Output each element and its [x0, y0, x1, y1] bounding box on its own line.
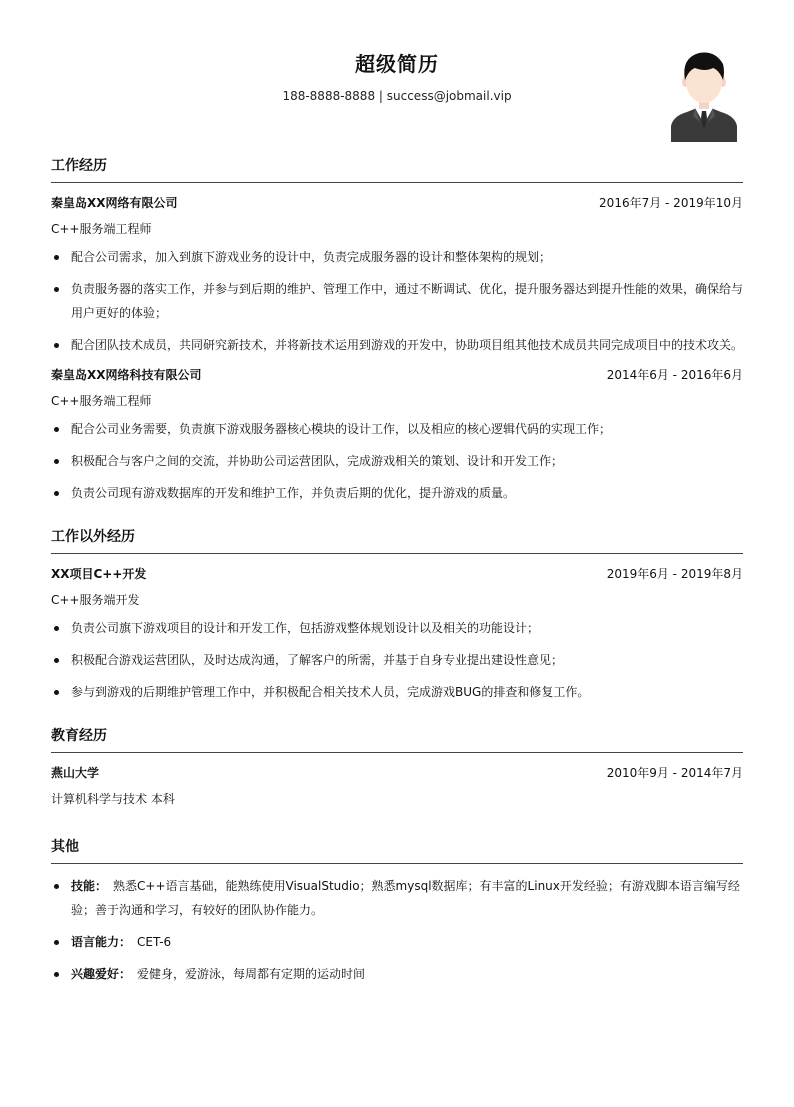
entry	[51, 193, 743, 357]
contact-info: 188-8888-8888 | success@jobmail.vip	[282, 89, 512, 103]
entry-org: 秦皇岛XX网络有限公司	[51, 196, 178, 210]
item-label: 兴趣爱好：	[71, 967, 132, 981]
bullet-list	[51, 245, 743, 357]
entry-role: C++服务端工程师	[51, 394, 152, 408]
section-title: 教育经历	[51, 726, 743, 753]
entry-role: 计算机科学与技术 本科	[51, 792, 175, 806]
list-item: 负责公司现有游戏数据库的开发和维护工作，并负责后期的优化，提升游戏的质量。	[51, 481, 743, 505]
entry-date: 2014年6月 - 2016年6月	[606, 368, 743, 382]
entry-role: C++服务端开发	[51, 593, 140, 607]
section-title: 其他	[51, 837, 743, 864]
entry-role: C++服务端工程师	[51, 222, 152, 236]
entry-date: 2019年6月 - 2019年8月	[606, 567, 743, 581]
list-item: 配合公司业务需要，负责旗下游戏服务器核心模块的设计工作，以及相应的核心逻辑代码的实现工作；	[51, 417, 743, 441]
entry-date: 2010年9月 - 2014年7月	[606, 766, 743, 780]
list-item: 负责公司旗下游戏项目的设计和开发工作，包括游戏整体规划设计以及相关的功能设计；	[51, 616, 743, 640]
list-item: 配合团队技术成员，共同研究新技术，并将新技术运用到游戏的开发中，协助项目组其他技术成员共同完成项目中的技术攻关。	[51, 333, 743, 357]
entry	[51, 564, 743, 704]
item-text: 熟悉C++语言基础，能熟练使用VisualStudio；熟悉mysql数据库；有丰富的Linux开发经验；有游戏脚本语言编写经验；善于沟通和学习，有较好的团队协作能力。	[71, 879, 740, 917]
list-item: 参与到游戏的后期维护管理工作中，并积极配合相关技术人员，完成游戏BUG的排查和修复工作。	[51, 680, 743, 704]
list-item	[51, 962, 743, 986]
section-title: 工作以外经历	[51, 527, 743, 554]
entry	[51, 365, 743, 505]
resume-header	[51, 0, 743, 150]
item-text: 爱健身，爱游泳，每周都有定期的运动时间	[137, 967, 366, 981]
section-education	[51, 726, 743, 809]
section-title: 工作经历	[51, 156, 743, 183]
item-text: CET-6	[137, 935, 172, 949]
item-label: 语言能力：	[71, 935, 132, 949]
entry-date: 2016年7月 - 2019年10月	[599, 196, 743, 210]
item-label: 技能：	[71, 879, 108, 893]
avatar	[669, 50, 739, 142]
list-item: 配合公司需求，加入到旗下游戏业务的设计中，负责完成服务器的设计和整体架构的规划；	[51, 245, 743, 269]
resume-name: 超级简历	[355, 52, 439, 76]
list-item: 积极配合游戏运营团队，及时达成沟通，了解客户的所需，并基于自身专业提出建设性意见；	[51, 648, 743, 672]
list-item: 积极配合与客户之间的交流，并协助公司运营团队，完成游戏相关的策划、设计和开发工作；	[51, 449, 743, 473]
list-item: 负责服务器的落实工作，并参与到后期的维护、管理工作中，通过不断调试、优化，提升服务器达到提升性能的效果，确保给与用户更好的体验；	[51, 277, 743, 325]
entry-org: XX项目C++开发	[51, 567, 147, 581]
bullet-list	[51, 874, 743, 986]
entry-org: 秦皇岛XX网络科技有限公司	[51, 368, 202, 382]
list-item	[51, 930, 743, 954]
entry-org: 燕山大学	[51, 766, 100, 780]
list-item	[51, 874, 743, 922]
section-other	[51, 837, 743, 986]
bullet-list	[51, 417, 743, 505]
bullet-list	[51, 616, 743, 704]
section-work	[51, 156, 743, 505]
section-extra	[51, 527, 743, 704]
entry	[51, 763, 743, 809]
resume-page	[51, 0, 743, 1107]
